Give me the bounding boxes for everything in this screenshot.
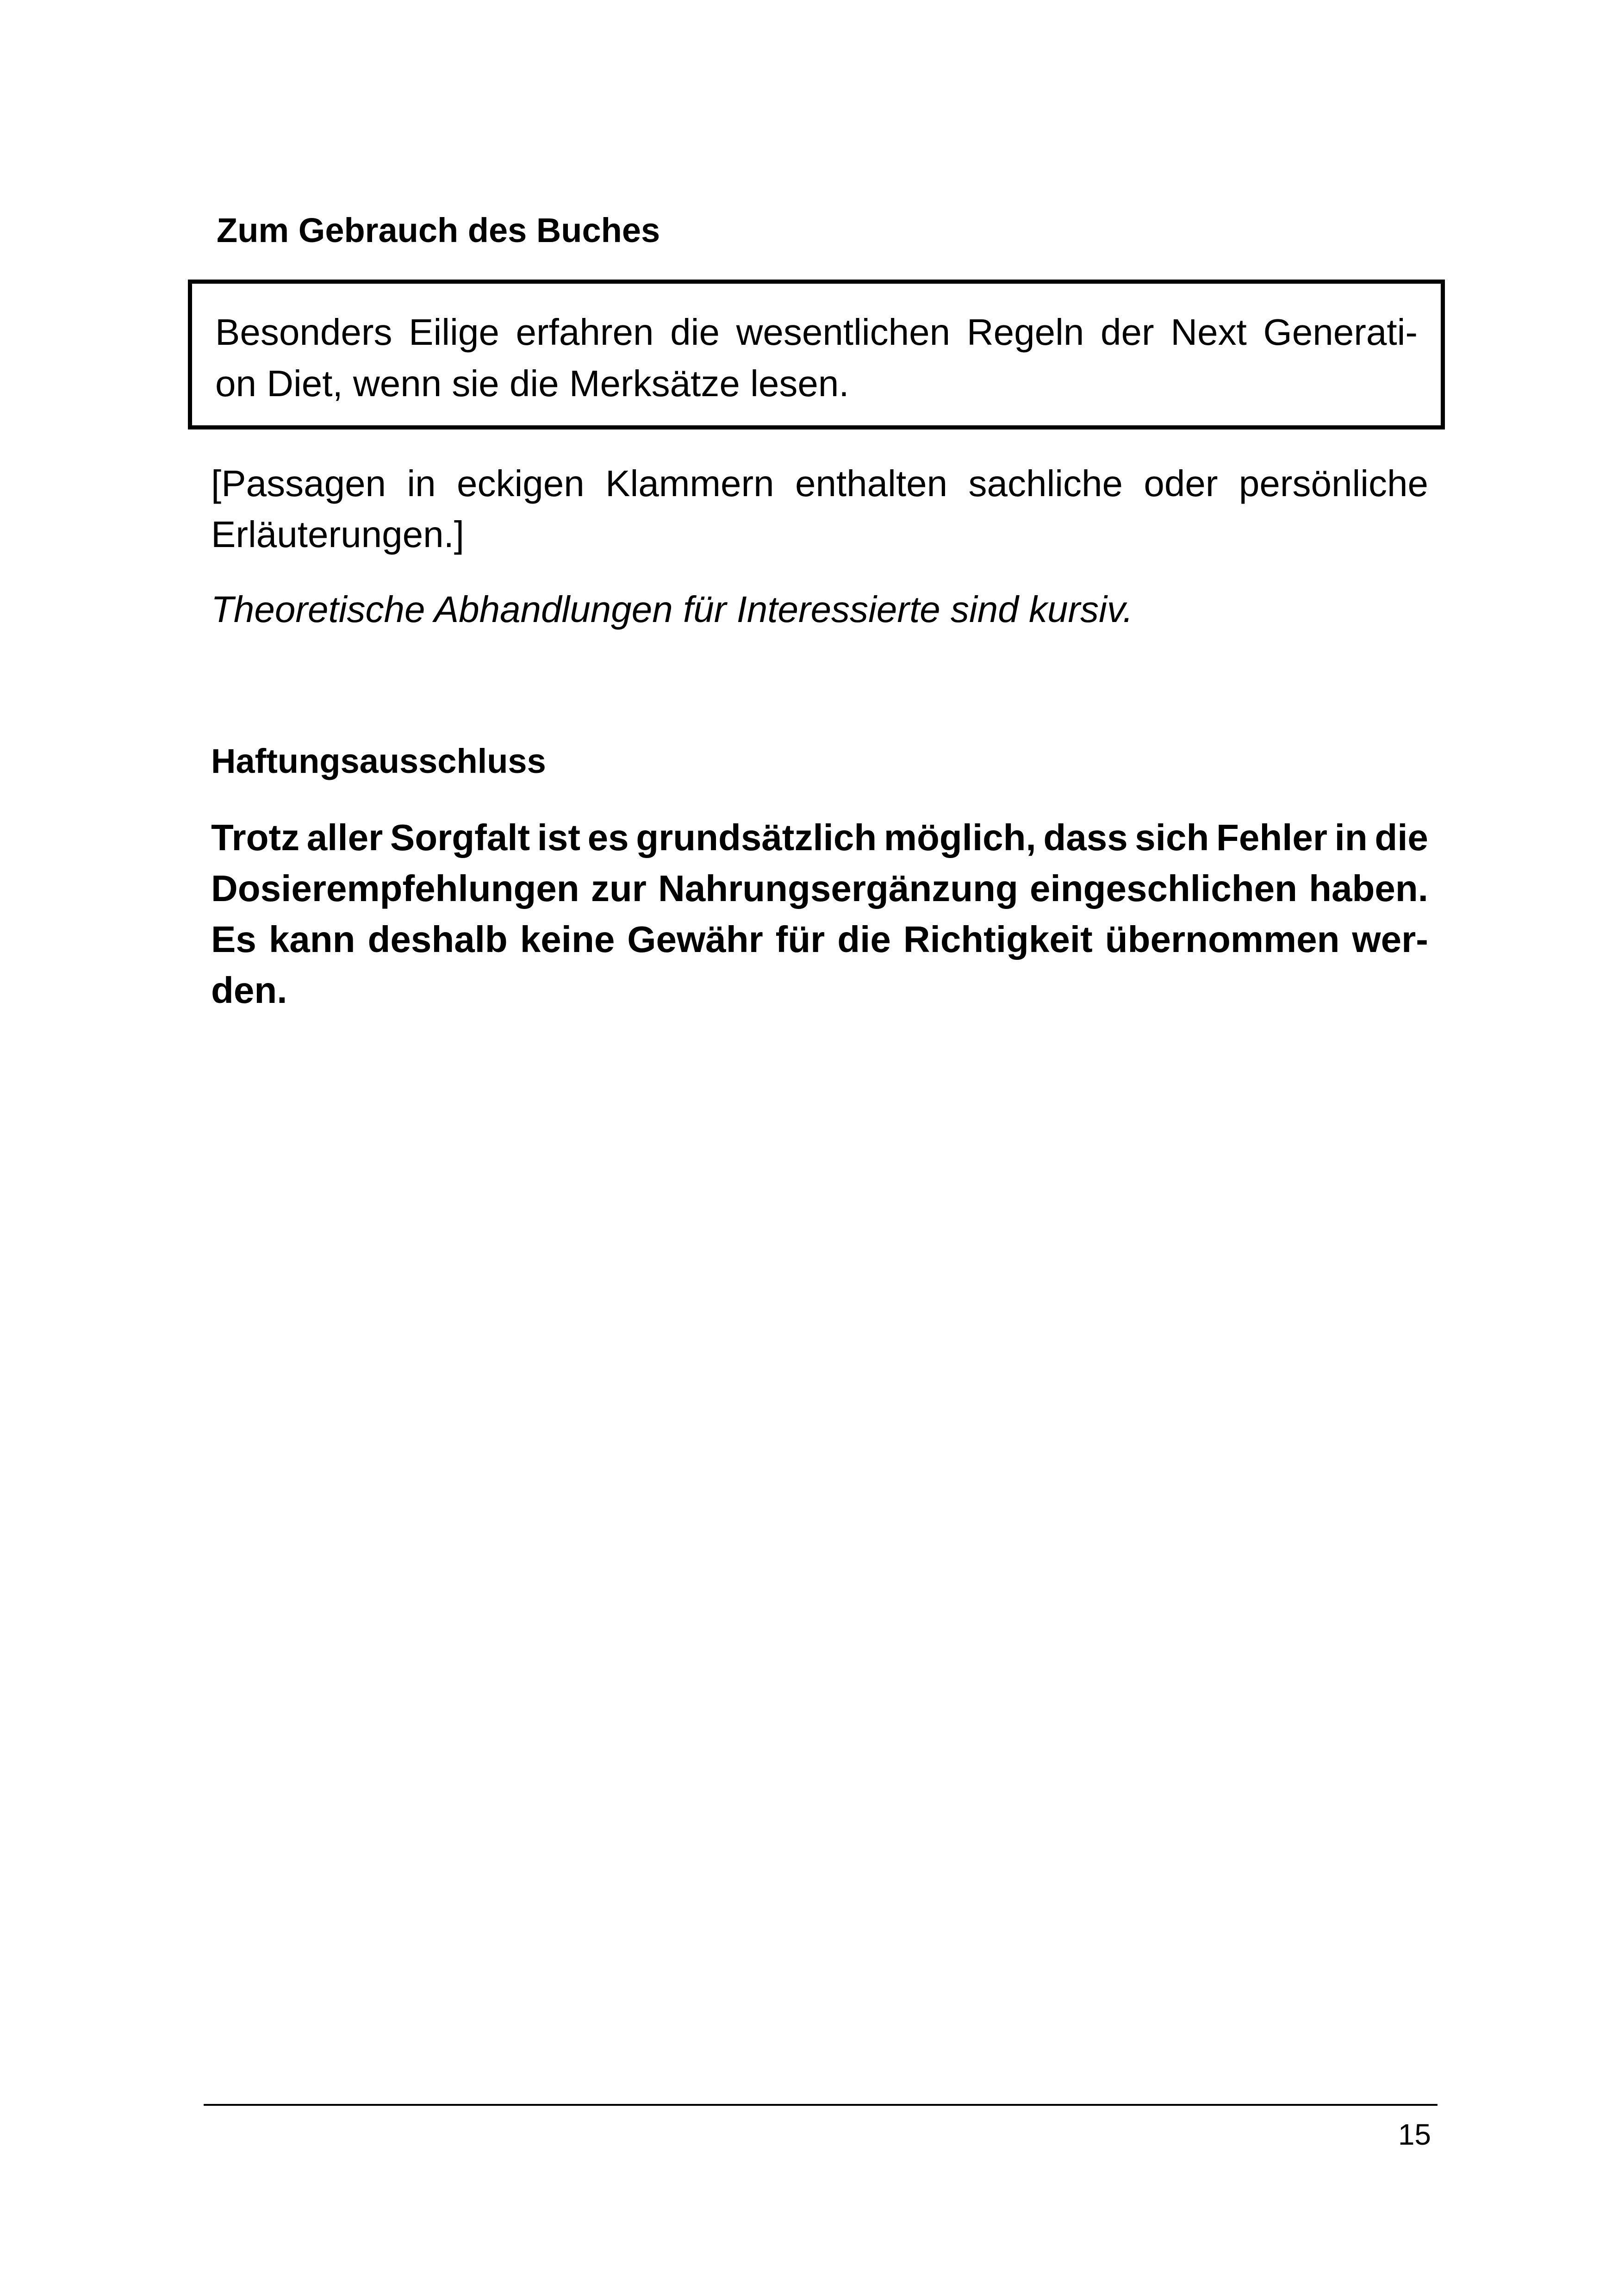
bracket-line-2: Erläuterungen.] — [211, 514, 465, 555]
page-number: 15 — [1398, 2118, 1431, 2151]
liability-line-4: den. — [211, 970, 287, 1011]
usage-heading: Zum Gebrauch des Buches — [217, 211, 660, 249]
notice-line-2: on Diet, wenn sie die Merksätze lesen. — [215, 363, 849, 404]
italic-note: Theoretische Abhandlungen für Interessierte sind kursiv. — [211, 589, 1133, 630]
liability-heading: Haftungsausschluss — [211, 742, 546, 780]
notice-line-1: Besonders Eilige erfahren die wesentlichen Regeln der Next Generati- — [215, 311, 1418, 353]
notice-box — [188, 280, 1445, 429]
liability-line-1: Trotz aller Sorgfalt ist es grundsätzlich möglich, dass sich Fehler in die — [211, 817, 1428, 858]
footer-divider — [204, 2104, 1438, 2106]
bracket-line-1: [Passagen in eckigen Klammern enthalten sachliche oder persönliche — [211, 463, 1428, 504]
liability-line-3: Es kann deshalb keine Gewähr für die Richtigkeit übernommen wer- — [211, 919, 1428, 960]
liability-line-2: Dosierempfehlungen zur Nahrungsergänzung eingeschlichen haben. — [211, 868, 1428, 909]
